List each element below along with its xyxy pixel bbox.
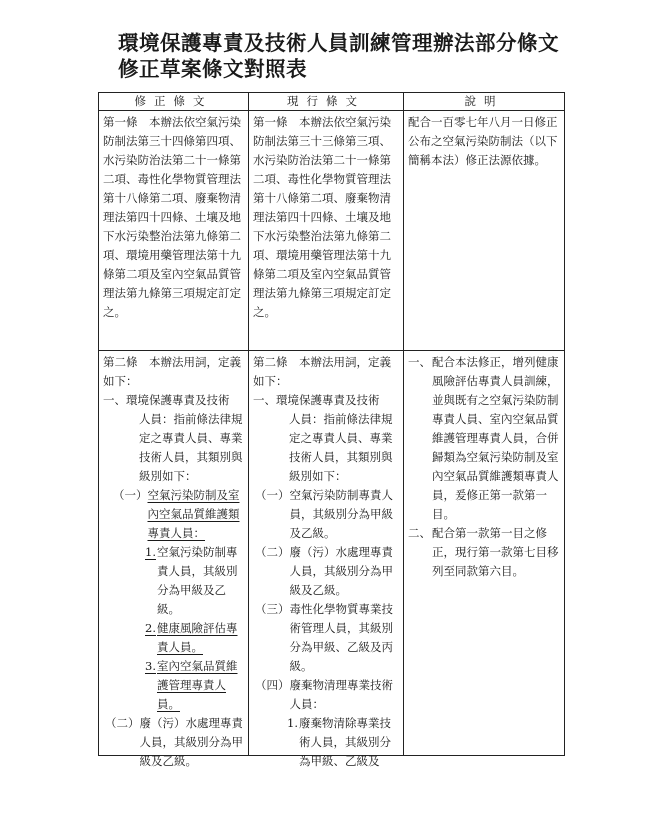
amended-point-2 — [103, 619, 244, 657]
current-subitem-3-label: （三） — [255, 602, 290, 616]
current-subitem-1 — [253, 486, 399, 543]
header-current: 現行條文 — [249, 93, 404, 111]
amended-subitem-1 — [103, 486, 244, 543]
amended-point-3 — [103, 657, 244, 714]
current-subitem-2-label: （二） — [255, 545, 290, 559]
title-line-2: 修正草案條文對照表 — [118, 57, 307, 81]
explanation-item-1 — [408, 353, 560, 524]
explanation-item-1-text: 配合本法修正，增列健康風險評估專責人員訓練，並與既有之空氣污染防制專責人員、室內空氣品質維護管理專責人員，合併歸類為空氣污染防制及室內空氣品質維護類專責人員，爰修正第一款第一目。 — [432, 355, 559, 521]
amended-point-1-num: 1. — [145, 545, 156, 559]
title-line-1: 環境保護專責及技術人員訓練管理辦法部分條文 — [118, 31, 559, 55]
current-article-2-intro: 第二條 本辦法用詞，定義如下： — [253, 355, 391, 388]
amended-point-3-text: 室內空氣品質維護管理專責人員。 — [157, 659, 238, 711]
page-title — [118, 30, 598, 82]
amended-point-2-text: 健康風險評估專責人員。 — [157, 621, 238, 654]
current-subitem-1-text: 空氣污染防制專責人員，其級別分為甲級及乙級。 — [289, 488, 393, 540]
amended-subitem-2-text: 廢（污）水處理專責人員，其級別分為甲級及乙級。 — [139, 716, 243, 768]
amended-point-3-num: 3. — [145, 659, 156, 673]
comparison-table — [98, 92, 565, 768]
explanation-article-1-text: 配合一百零七年八月一日修正公布之空氣污染防制法（以下簡稱本法）修正法源依據。 — [408, 115, 558, 167]
current-subitem-4-text: 廢棄物清理專業技術人員： — [289, 678, 393, 711]
amended-item-1-head: 一、環境保護專責及技術 — [103, 393, 230, 407]
current-subitem-4-label: （四） — [255, 678, 290, 692]
current-subitem-1-label: （一） — [255, 488, 290, 502]
amended-point-2-num: 2. — [145, 621, 156, 635]
explanation-item-2 — [408, 524, 560, 581]
header-explanation: 說明 — [404, 93, 565, 111]
current-item-1-head: 一、環境保護專責及技術 — [253, 393, 380, 407]
current-article-1-text: 第一條 本辦法依空氣污染防制法第三十三條第三項、水污染防治法第二十一條第二項、毒性化學物質管理法第十八條第二項、廢棄物清理法第四十四條、土壤及地下水污染整治法第九條第二項、環境用藥管理法第十九條第二項及室內空氣品質管理法第九條第三項規定訂定之。 — [253, 115, 391, 319]
amended-subitem-2-label: （二） — [105, 716, 140, 730]
current-point-1-text: 廢棄物清除專業技術人員，其級別分為甲級、乙級及 — [299, 716, 391, 768]
cell-explanation-article-1 — [404, 111, 565, 351]
cell-amended-article-2 — [99, 351, 249, 768]
amended-subitem-1-text: 空氣污染防制及室內空氣品質維護類專責人員： — [147, 488, 240, 540]
header-amended: 修正條文 — [99, 93, 249, 111]
current-item-1-body: 人員：指前條法律規定之專責人員、專業技術人員，其類別與級別如下： — [289, 412, 393, 483]
explanation-item-2-label: 二、 — [408, 526, 431, 540]
amended-article-1-text: 第一條 本辦法依空氣污染防制法第三十四條第四項、水污染防治法第二十一條第二項、毒性化學物質管理法第十八條第二項、廢棄物清理法第四十四條、土壤及地下水污染整治法第九條第二項、環境用藥管理法第十九條第二項及室內空氣品質管理法第九條第三項規定訂定之。 — [103, 115, 241, 319]
cell-explanation-article-2 — [404, 351, 565, 756]
current-subitem-2-text: 廢（污）水處理專責人員，其級別分為甲級及乙級。 — [289, 545, 393, 597]
current-subitem-4 — [253, 676, 399, 714]
current-point-1-num: 1. — [287, 716, 298, 730]
amended-item-1-body: 人員：指前條法律規定之專責人員、專業技術人員，其類別與級別如下： — [139, 412, 243, 483]
amended-subitem-2 — [103, 714, 244, 771]
amended-article-2-intro: 第二條 本辦法用詞，定義如下： — [103, 355, 241, 388]
current-subitem-2 — [253, 543, 399, 600]
table-row — [99, 351, 565, 756]
table-row — [99, 111, 565, 351]
cell-current-article-1 — [249, 111, 404, 351]
explanation-item-1-label: 一、 — [408, 355, 431, 369]
cell-amended-article-1 — [99, 111, 249, 351]
header-row — [99, 93, 565, 111]
current-subitem-3-text: 毒性化學物質專業技術管理人員，其級別分為甲級、乙級及丙級。 — [289, 602, 393, 673]
amended-point-1-text: 空氣污染防制專責人員，其級別分為甲級及乙級。 — [157, 545, 238, 616]
cell-current-article-2 — [249, 351, 404, 768]
current-point-1 — [253, 714, 399, 771]
current-subitem-3 — [253, 600, 399, 676]
explanation-item-2-text: 配合第一款第一目之修正，現行第一款第七目移列至同款第六目。 — [432, 526, 559, 578]
amended-point-1 — [103, 543, 244, 619]
amended-subitem-1-label: （一） — [113, 488, 148, 502]
